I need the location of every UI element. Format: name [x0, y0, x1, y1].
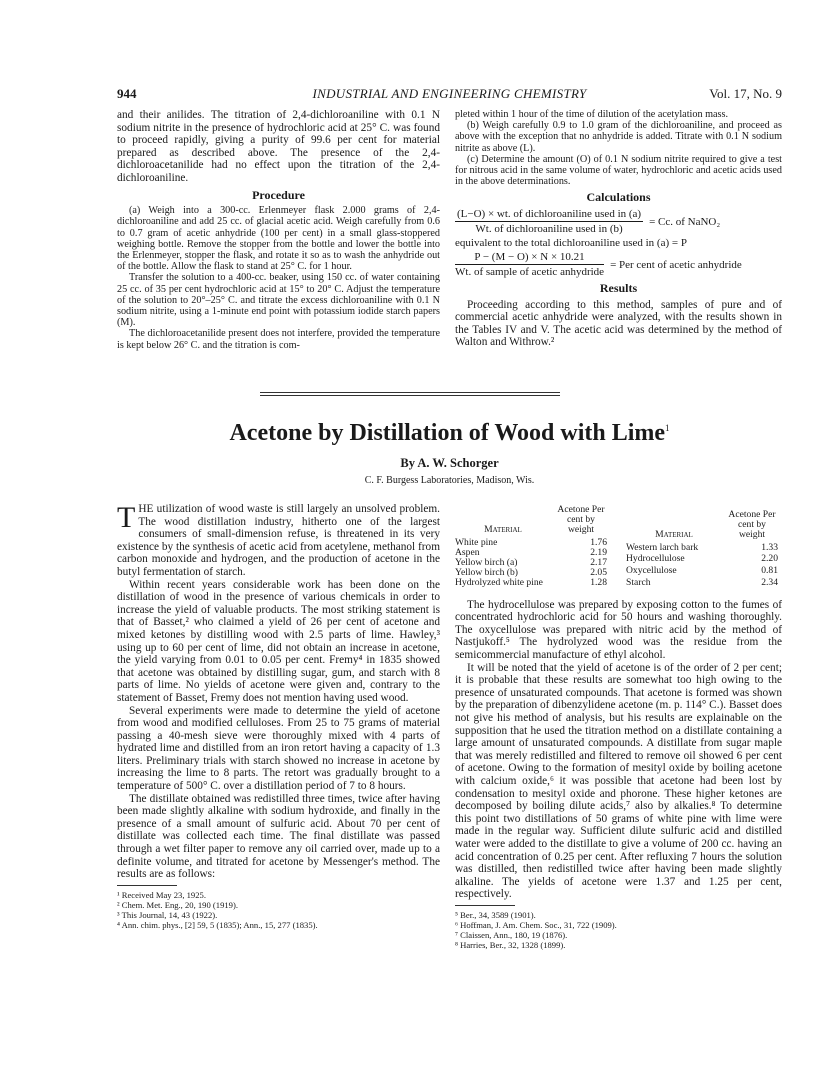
- table-cell-value: 2.20: [761, 553, 778, 565]
- title-footnote-mark: 1: [665, 423, 670, 433]
- table-cell-material: Hydrocellulose: [626, 553, 685, 565]
- footnote-rule: [455, 905, 515, 906]
- acetone-table-right: [626, 505, 782, 589]
- intro-paragraph: [117, 503, 440, 579]
- procedure-step-c: (c) Determine the amount (O) of 0.1 N sodium nitrite required to give a test for nitrous acid in the same volume of water, hydrochloric and acetic acids used in the above determinations.: [455, 153, 782, 188]
- table-header-material: Material: [655, 528, 693, 540]
- table-cell-material: Hydrolyzed white pine: [455, 577, 543, 589]
- table-row: [626, 577, 782, 589]
- formula-fraction-2: [455, 251, 604, 278]
- footnote: ⁴ Ann. chim. phys., [2] 59, 5 (1835); Ann., 15, 277 (1835).: [117, 919, 318, 930]
- table-cell-material: Aspen: [455, 546, 480, 558]
- article-title-text: Acetone by Distillation of Wood with Lime: [229, 420, 666, 446]
- top-right-column: [455, 109, 782, 349]
- table-cell-material: Oxycellulose: [626, 565, 677, 577]
- background-paragraph: Within recent years considerable work has been done on the distillation of wood in the presence of various chemicals in order to increase the yield of valuable products. The most striking statement is that of Basset,² who claimed a yield of 26 per cent of acetone and mixed ketones by distilling wood with 2.5 parts of lime. Hawley,³ using up to 60 per cent of lime, did not obtain an increase in acetone, the yield varying from 0.01 to 0.05 per cent. Fremy⁴ in 1835 showed that acetone was obtained by distilling sugar, gum, and starch with 8 parts of lime. No yields of acetone were given and, contrary to the statement of Basset, Fremy does not mention having used wood.: [117, 578, 440, 704]
- body-left-column: [117, 503, 440, 930]
- article-affiliation: C. F. Burgess Laboratories, Madison, Wis.: [364, 475, 535, 486]
- formula-2-result: = Per cent of acetic anhydride: [610, 258, 742, 271]
- calculation-block: [455, 208, 782, 278]
- hydrocellulose-paragraph: The hydrocellulose was prepared by exposing cotton to the fumes of concentrated hydrochloric acid for 50 hours and washing thoroughly. The oxycellulose was prepared with nitric acid by the method of Nastjukoff.⁵ The hydrolyzed wood was the residue from the semicommercial manufacture of ethyl alcohol.: [455, 598, 782, 661]
- continued-paragraph: and their anilides. The titration of 2,4-dichloroaniline with 0.1 N sodium nitrite in the presence of hydrochloric acid at 25° C. was found to proceed rapidly, giving a purity of 99.6 per cent for material prepared as described above. The presence of the 2,4-dichloroacetanilide had no effect upon the titration of the 2,4-dichloroaniline.: [117, 109, 440, 184]
- journal-title: INDUSTRIAL AND ENGINEERING CHEMISTRY: [312, 86, 587, 101]
- footnote: ² Chem. Met. Eng., 20, 190 (1919).: [117, 899, 238, 910]
- formula-2-denominator: Wt. of sample of acetic anhydride: [455, 266, 605, 279]
- page-number: 944: [117, 86, 137, 101]
- table-header-acetone: Acetone Per cent by weight: [557, 504, 605, 536]
- footnote: ¹ Received May 23, 1925.: [117, 889, 206, 900]
- article-author: By A. W. Schorger: [400, 456, 499, 470]
- table-cell-material: Starch: [626, 576, 651, 588]
- formula-1-denominator: Wt. of dichloroaniline used in (b): [475, 223, 623, 236]
- running-header: [117, 86, 782, 104]
- results-heading: Results: [599, 281, 638, 296]
- table-cell-value: 2.19: [590, 546, 607, 558]
- table-cell-value: 2.05: [590, 567, 607, 579]
- formula-1-result: = Cc. of NaNO₂: [649, 215, 721, 228]
- table-cell-value: 1.76: [590, 536, 607, 548]
- experiments-paragraph: Several experiments were made to determine the yield of acetone from wood and modified celluloses. From 25 to 75 grams of material passing a 40-mesh sieve were thoroughly mixed with 4 parts of hydrated lime and distilled from an iron retort having a capacity of 1.3 liters. Preliminary trials with starch showed no increase in acetone by increasing the lime to 8 parts. The retort was gradually brought to a temperature of 500° C. over a distillation period of 7 to 8 hours.: [117, 704, 440, 793]
- procedure-heading: Procedure: [252, 187, 305, 202]
- results-paragraph: Proceeding according to this method, samples of pure and of commercial acetic anhydride were analyzed, with the results shown in the Tables IV and V. The acetic acid was determined by the method of Walton and Withrow.²: [455, 298, 782, 349]
- table-row: [455, 578, 611, 588]
- procedure-step-a: (a) Weigh into a 300-cc. Erlenmeyer flask 2.000 grams of 2,4-dichloroaniline and add 25 cc. of glacial acetic acid. Weigh carefully from 0.6 to 0.7 gram of acetic anhydride (100 per cent) in a small glass-stoppered weighing bottle. Remove the stopper from the bottle and lower the bottle into the Erlenmeyer, stopper the flask, and rotate it so as to wash the anhydride out of the bottle. Allow the flask to stand at 25° C. for 1 hour.: [117, 205, 440, 273]
- formula-1-numerator: (L−O) × wt. of dichloroaniline used in (a): [457, 208, 642, 221]
- distillate-paragraph: The distillate obtained was redistilled three times, twice after having been made slightly alkaline with sodium hydroxide, and finally in the presence of a small amount of sulfuric acid. About 70 per cent of distillate was collected each time. The final distillate was passed through a wet filter paper to remove any oil carried over, made up to a definite volume, and titrated for acetone by Messenger's method. The results are as follows:: [117, 792, 440, 881]
- procedure-transfer: Transfer the solution to a 400-cc. beaker, using 150 cc. of water containing 25 cc. of 35 per cent hydrochloric acid at 15° to 20° C. Adjust the temperature of the solution to 20°–25° C. and titrate the excess dichloroaniline with 0.1 N sodium nitrite, using a 1-minute end point with potassium iodide starch papers (M).: [117, 272, 440, 329]
- discussion-paragraph: It will be noted that the yield of acetone is of the order of 2 per cent; it is probable that these results are somewhat too high owing to the presence of unsaturated compounds. That acetone is formed was shown by the preparation of dibenzylidene acetone (m. p. 114° C.). Basset does not give his method of analysis, but his results are explainable on the supposition that he used the titration method on a distillate containing a large amount of unsaturated compounds. A distillate from sugar maple that was merely redistilled and filtered to remove oil showed 6 per cent of acetone. Owing to the formation of mesityl oxide by boiling acetone with calcium oxide,⁶ it was possible that acetone had been lost by condensation to mesityl oxide and phorone. These higher ketones are decomposed by boiling dilute acids,⁷ also by alkalies.⁸ To determine this point two distillations of 50 grams of white pine with lime were made in the regular way. Sufficient dilute sulfuric acid and distilled water were added to the distillate to give a volume of 200 cc. having an acid concentration of 0.25 per cent. After refluxing 7 hours the solution was distilled, then redistilled twice after having been made slightly alkaline. The yields of acetone were 1.37 and 1.25 per cent, respectively.: [455, 661, 782, 901]
- table-cell-value: 0.81: [761, 565, 778, 577]
- footnote: ⁷ Claissen, Ann., 180, 19 (1876).: [455, 929, 568, 940]
- footnote: ⁶ Hoffman, J. Am. Chem. Soc., 31, 722 (1909).: [455, 919, 617, 930]
- table-cell-material: White pine: [455, 536, 498, 548]
- table-cell-material: Yellow birch (b): [455, 567, 518, 579]
- continued-paragraph-right: pleted within 1 hour of the time of dilution of the acetylation mass.: [455, 109, 729, 120]
- body-right-column: [455, 505, 782, 950]
- top-left-column: [117, 109, 440, 351]
- acetone-table-left: [455, 505, 611, 589]
- procedure-note: The dichloroacetanilide present does not interfere, provided the temperature is kept below 26° C. and the titration is com-: [117, 328, 440, 351]
- footnotes-right: [455, 910, 782, 950]
- table-cell-value: 1.28: [590, 577, 607, 589]
- footnote: ⁸ Harries, Ber., 32, 1328 (1899).: [455, 939, 566, 950]
- table-header-acetone: Acetone Per cent by weight: [728, 508, 776, 540]
- table-cell-value: 2.17: [590, 557, 607, 569]
- table-cell-value: 1.33: [761, 541, 778, 553]
- acetone-yield-table: [455, 505, 782, 589]
- table-cell-material: Western larch bark: [626, 541, 699, 553]
- article-title: [117, 420, 782, 447]
- table-row: [626, 554, 782, 566]
- drop-cap: T: [117, 501, 136, 534]
- footnote-rule: [117, 885, 177, 886]
- footnote: ⁵ Ber., 34, 3589 (1901).: [455, 909, 536, 920]
- intro-paragraph-text: HE utilization of wood waste is still largely an unsolved problem. The wood distillation industry, hitherto one of the largest consumers of small-dimension refuse, is threatened in its very existence by the synthesis of acetic acid from acetylene, methanol from carbon monoxide and hydrogen, and the production of acetone in the butyl fermentation of starch.: [117, 503, 440, 578]
- footnotes-left: [117, 890, 440, 930]
- volume-issue: Vol. 17, No. 9: [709, 86, 782, 101]
- table-header-material: Material: [484, 524, 522, 536]
- table-row: [626, 542, 782, 554]
- formula-equivalence: equivalent to the total dichloroaniline used in (a) = P: [455, 237, 687, 250]
- table-row: [626, 565, 782, 577]
- procedure-step-b: (b) Weigh carefully 0.9 to 1.0 gram of the dichloroaniline, and proceed as above with the exception that no anhydride is added. Titrate with 0.1 N sodium nitrite as above (L).: [455, 120, 782, 154]
- table-cell-material: Yellow birch (a): [455, 557, 518, 569]
- section-divider: [260, 392, 560, 396]
- calculations-heading: Calculations: [586, 190, 651, 205]
- formula-2-numerator: P − (M − O) × N × 10.21: [455, 251, 604, 265]
- formula-fraction-1: [455, 208, 643, 235]
- footnote: ³ This Journal, 14, 43 (1922).: [117, 909, 218, 920]
- table-cell-value: 2.34: [761, 576, 778, 588]
